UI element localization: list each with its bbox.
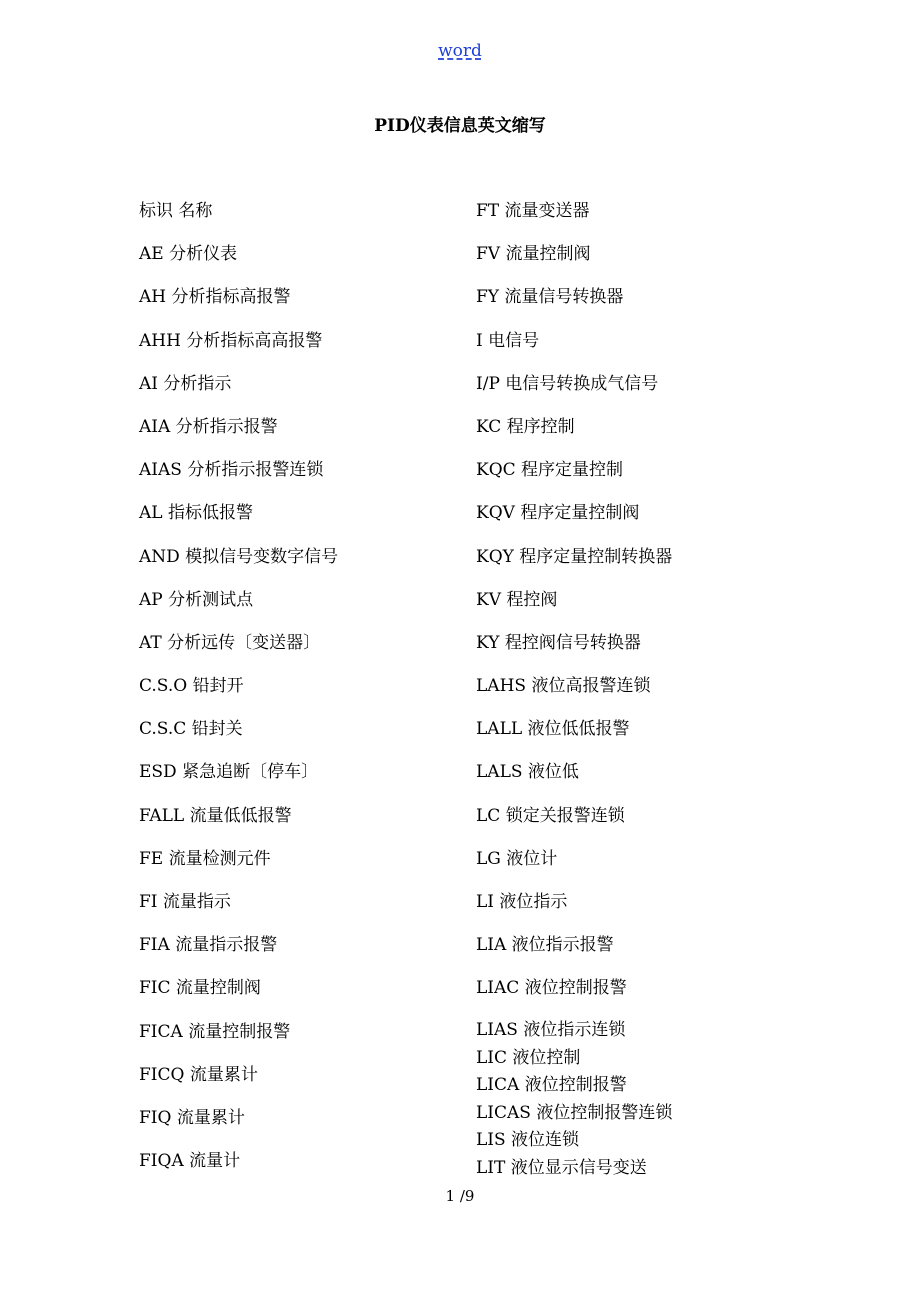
list-item: AE 分析仪表: [139, 244, 238, 265]
list-item: I 电信号: [476, 330, 540, 351]
list-item: FV 流量控制阀: [476, 244, 591, 265]
list-item: AIA 分析指示报警: [139, 416, 278, 437]
abbreviation-list-right-continued: [476, 1017, 672, 1183]
list-item: KY 程控阀信号转换器: [476, 632, 641, 653]
list-item: C.S.C 铅封关: [139, 719, 243, 740]
list-item: LAHS 液位高报警连锁: [476, 676, 651, 697]
list-item: FE 流量检测元件: [139, 848, 271, 869]
list-item: FIA 流量指示报警: [139, 935, 278, 956]
list-item: FT 流量变送器: [476, 201, 590, 221]
list-item: LIAS 液位指示连锁: [476, 1020, 626, 1040]
list-item: I/P 电信号转换成气信号: [476, 373, 659, 394]
list-item: LALL 液位低低报警: [476, 719, 630, 740]
list-item: FIC 流量控制阀: [139, 978, 261, 999]
list-item: AL 指标低报警: [139, 503, 253, 524]
list-item: AND 模拟信号变数字信号: [139, 546, 339, 567]
list-item: LI 液位指示: [476, 892, 568, 912]
list-item: LIA 液位指示报警: [476, 935, 614, 956]
list-item: KC 程序控制: [476, 416, 575, 437]
list-item: C.S.O 铅封开: [139, 676, 244, 697]
abbreviation-list-right: [476, 198, 672, 1019]
list-item: KQC 程序定量控制: [476, 460, 624, 481]
page-number: 1 /9: [445, 1187, 475, 1205]
list-item: AIAS 分析指示报警连锁: [139, 460, 324, 481]
list-item: KQV 程序定量控制阀: [476, 503, 640, 524]
list-item: LIS 液位连锁: [476, 1130, 580, 1151]
list-item: AP 分析测试点: [139, 589, 254, 610]
list-item: LIC 液位控制: [476, 1047, 581, 1068]
list-item: FIQA 流量计: [139, 1151, 241, 1172]
list-item: FALL 流量低低报警: [139, 805, 292, 826]
list-item: LC 锁定关报警连锁: [476, 805, 625, 826]
list-item: FICQ 流量累计: [139, 1064, 258, 1085]
list-item: FICA 流量控制报警: [139, 1021, 291, 1042]
list-item: LICA 液位控制报警: [476, 1075, 627, 1096]
list-item: AH 分析指标高报警: [139, 287, 291, 308]
list-item: AI 分析指示: [139, 373, 232, 394]
list-item: LIAC 液位控制报警: [476, 978, 627, 999]
list-item: KV 程控阀: [476, 589, 558, 610]
list-item: AHH 分析指标高高报警: [139, 330, 323, 351]
list-item: AT 分析远传〔变送器〕: [139, 632, 321, 653]
list-item: LICAS 液位控制报警连锁: [476, 1102, 673, 1123]
list-item: LIT 液位显示信号变送: [476, 1157, 647, 1178]
header-word-link-container: [0, 40, 920, 62]
list-item: FY 流量信号转换器: [476, 287, 624, 308]
list-item: LALS 液位低: [476, 762, 579, 783]
list-item: KQY 程序定量控制转换器: [476, 546, 673, 567]
list-item: FIQ 流量累计: [139, 1107, 245, 1128]
list-item: FI 流量指示: [139, 892, 231, 912]
list-item: LG 液位计: [476, 848, 558, 869]
document-title: PID仪表信息英文缩写: [374, 116, 546, 136]
list-item: ESD 紧急追断〔停车〕: [139, 762, 319, 783]
abbreviation-list-left: [139, 198, 338, 1191]
word-link[interactable]: word: [438, 41, 482, 61]
list-item: 标识 名称: [139, 201, 213, 221]
